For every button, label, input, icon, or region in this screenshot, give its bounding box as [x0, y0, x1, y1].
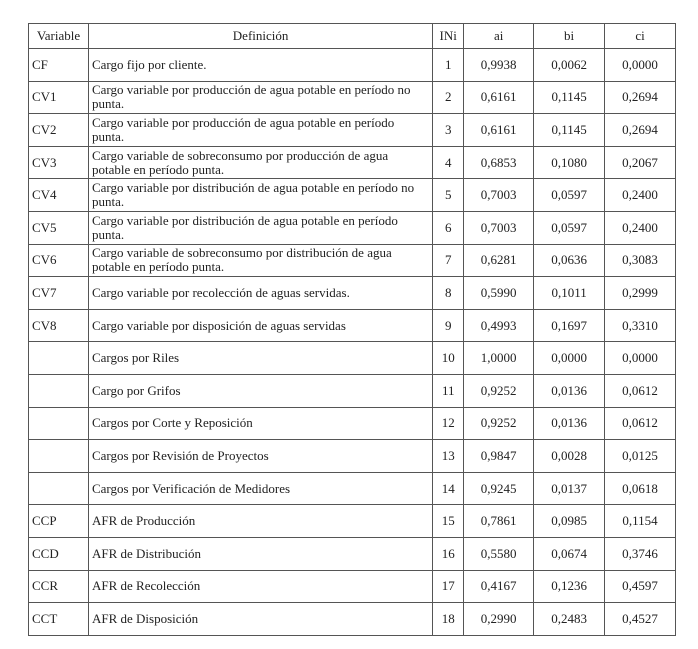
cell-ci: 0,4527: [605, 603, 676, 636]
header-ci: ci: [605, 24, 676, 49]
cell-bi: 0,1080: [534, 146, 605, 179]
table-row: [29, 309, 676, 342]
table-row: [29, 277, 676, 310]
cell-bi: 0,0136: [534, 374, 605, 407]
table-row: [29, 374, 676, 407]
cell-definicion: AFR de Disposición: [88, 603, 432, 636]
cell-variable: CCP: [29, 505, 89, 538]
cell-ci: 0,1154: [605, 505, 676, 538]
cell-ini: 1: [433, 49, 464, 82]
cell-definicion: Cargo fijo por cliente.: [88, 49, 432, 82]
cell-definicion: Cargos por Corte y Reposición: [88, 407, 432, 440]
cell-bi: 0,1145: [534, 81, 605, 114]
cell-ini: 18: [433, 603, 464, 636]
cell-ini: 5: [433, 179, 464, 212]
header-bi: bi: [534, 24, 605, 49]
cell-definicion: AFR de Distribución: [88, 537, 432, 570]
cell-ai: 0,5990: [464, 277, 534, 310]
cell-definicion: Cargos por Revisión de Proyectos: [88, 440, 432, 473]
cell-ai: 0,7003: [464, 179, 534, 212]
cell-ci: 0,0000: [605, 49, 676, 82]
cell-variable: [29, 472, 89, 505]
table-row: [29, 49, 676, 82]
cell-variable: CV3: [29, 146, 89, 179]
cell-ini: 13: [433, 440, 464, 473]
cell-bi: 0,0985: [534, 505, 605, 538]
cell-definicion: Cargo variable por recolección de aguas servidas.: [88, 277, 432, 310]
table-row: [29, 342, 676, 375]
cell-ini: 8: [433, 277, 464, 310]
cell-ai: 0,9847: [464, 440, 534, 473]
table-body: [29, 49, 676, 636]
cell-ai: 0,9938: [464, 49, 534, 82]
cell-ai: 0,9252: [464, 374, 534, 407]
header-ini: INi: [433, 24, 464, 49]
cell-ai: 0,7861: [464, 505, 534, 538]
cell-ini: 4: [433, 146, 464, 179]
cell-variable: [29, 440, 89, 473]
cell-ci: 0,4597: [605, 570, 676, 603]
cell-ini: 7: [433, 244, 464, 277]
header-row: [29, 24, 676, 49]
cell-ai: 1,0000: [464, 342, 534, 375]
cell-definicion: Cargo variable por producción de agua potable en período punta.: [88, 114, 432, 147]
table-row: [29, 440, 676, 473]
cell-bi: 0,1697: [534, 309, 605, 342]
cell-ini: 16: [433, 537, 464, 570]
cell-ci: 0,0125: [605, 440, 676, 473]
cell-ai: 0,6161: [464, 114, 534, 147]
cell-ini: 17: [433, 570, 464, 603]
cell-ci: 0,2067: [605, 146, 676, 179]
cell-ai: 0,6161: [464, 81, 534, 114]
table-row: [29, 114, 676, 147]
cell-bi: 0,0597: [534, 211, 605, 244]
cell-variable: CV6: [29, 244, 89, 277]
table-row: [29, 179, 676, 212]
cell-variable: CV7: [29, 277, 89, 310]
cell-variable: CF: [29, 49, 89, 82]
cell-variable: CCT: [29, 603, 89, 636]
cell-definicion: Cargo variable de sobreconsumo por distribución de agua potable en período punta.: [88, 244, 432, 277]
cell-bi: 0,0062: [534, 49, 605, 82]
cell-definicion: AFR de Producción: [88, 505, 432, 538]
header-variable: Variable: [29, 24, 89, 49]
cell-variable: [29, 342, 89, 375]
table-row: [29, 570, 676, 603]
cell-ai: 0,9245: [464, 472, 534, 505]
cell-ini: 2: [433, 81, 464, 114]
cell-ai: 0,4167: [464, 570, 534, 603]
cell-ini: 9: [433, 309, 464, 342]
cell-ini: 14: [433, 472, 464, 505]
cell-bi: 0,1011: [534, 277, 605, 310]
cell-variable: CV1: [29, 81, 89, 114]
cell-bi: 0,2483: [534, 603, 605, 636]
cell-ini: 10: [433, 342, 464, 375]
cell-definicion: Cargos por Verificación de Medidores: [88, 472, 432, 505]
cell-bi: 0,0674: [534, 537, 605, 570]
cell-ci: 0,2694: [605, 81, 676, 114]
cell-ai: 0,5580: [464, 537, 534, 570]
table-row: [29, 472, 676, 505]
cell-ini: 15: [433, 505, 464, 538]
table-row: [29, 81, 676, 114]
cell-bi: 0,1236: [534, 570, 605, 603]
cell-ci: 0,3746: [605, 537, 676, 570]
table-row: [29, 146, 676, 179]
table-row: [29, 211, 676, 244]
cell-ci: 0,2400: [605, 211, 676, 244]
cell-ini: 6: [433, 211, 464, 244]
cell-variable: [29, 374, 89, 407]
table-row: [29, 407, 676, 440]
cell-definicion: Cargos por Riles: [88, 342, 432, 375]
cell-definicion: Cargo variable de sobreconsumo por producción de agua potable en período punta.: [88, 146, 432, 179]
table-row: [29, 537, 676, 570]
cell-definicion: Cargo variable por disposición de aguas servidas: [88, 309, 432, 342]
cell-variable: CV4: [29, 179, 89, 212]
cell-bi: 0,0597: [534, 179, 605, 212]
cell-ini: 3: [433, 114, 464, 147]
cell-variable: [29, 407, 89, 440]
cell-definicion: Cargo variable por distribución de agua potable en período no punta.: [88, 179, 432, 212]
cell-ci: 0,2694: [605, 114, 676, 147]
cell-ai: 0,2990: [464, 603, 534, 636]
cell-ci: 0,2400: [605, 179, 676, 212]
cell-ai: 0,6853: [464, 146, 534, 179]
cell-variable: CCR: [29, 570, 89, 603]
cell-definicion: Cargo por Grifos: [88, 374, 432, 407]
cell-variable: CV8: [29, 309, 89, 342]
header-definicion: Definición: [88, 24, 432, 49]
cell-ai: 0,7003: [464, 211, 534, 244]
coefficients-table: [28, 23, 676, 636]
cell-variable: CV5: [29, 211, 89, 244]
cell-bi: 0,1145: [534, 114, 605, 147]
table-row: [29, 505, 676, 538]
table-row: [29, 603, 676, 636]
cell-bi: 0,0136: [534, 407, 605, 440]
cell-bi: 0,0000: [534, 342, 605, 375]
cell-ai: 0,9252: [464, 407, 534, 440]
cell-variable: CCD: [29, 537, 89, 570]
cell-ci: 0,0618: [605, 472, 676, 505]
cell-ai: 0,4993: [464, 309, 534, 342]
cell-ci: 0,0000: [605, 342, 676, 375]
header-ai: ai: [464, 24, 534, 49]
cell-ci: 0,3083: [605, 244, 676, 277]
cell-ci: 0,0612: [605, 374, 676, 407]
cell-definicion: AFR de Recolección: [88, 570, 432, 603]
cell-ini: 12: [433, 407, 464, 440]
cell-ci: 0,2999: [605, 277, 676, 310]
table-row: [29, 244, 676, 277]
cell-variable: CV2: [29, 114, 89, 147]
cell-ci: 0,0612: [605, 407, 676, 440]
cell-ai: 0,6281: [464, 244, 534, 277]
cell-ini: 11: [433, 374, 464, 407]
cell-bi: 0,0137: [534, 472, 605, 505]
cell-definicion: Cargo variable por producción de agua potable en período no punta.: [88, 81, 432, 114]
cell-definicion: Cargo variable por distribución de agua potable en período punta.: [88, 211, 432, 244]
cell-ci: 0,3310: [605, 309, 676, 342]
cell-bi: 0,0028: [534, 440, 605, 473]
cell-bi: 0,0636: [534, 244, 605, 277]
